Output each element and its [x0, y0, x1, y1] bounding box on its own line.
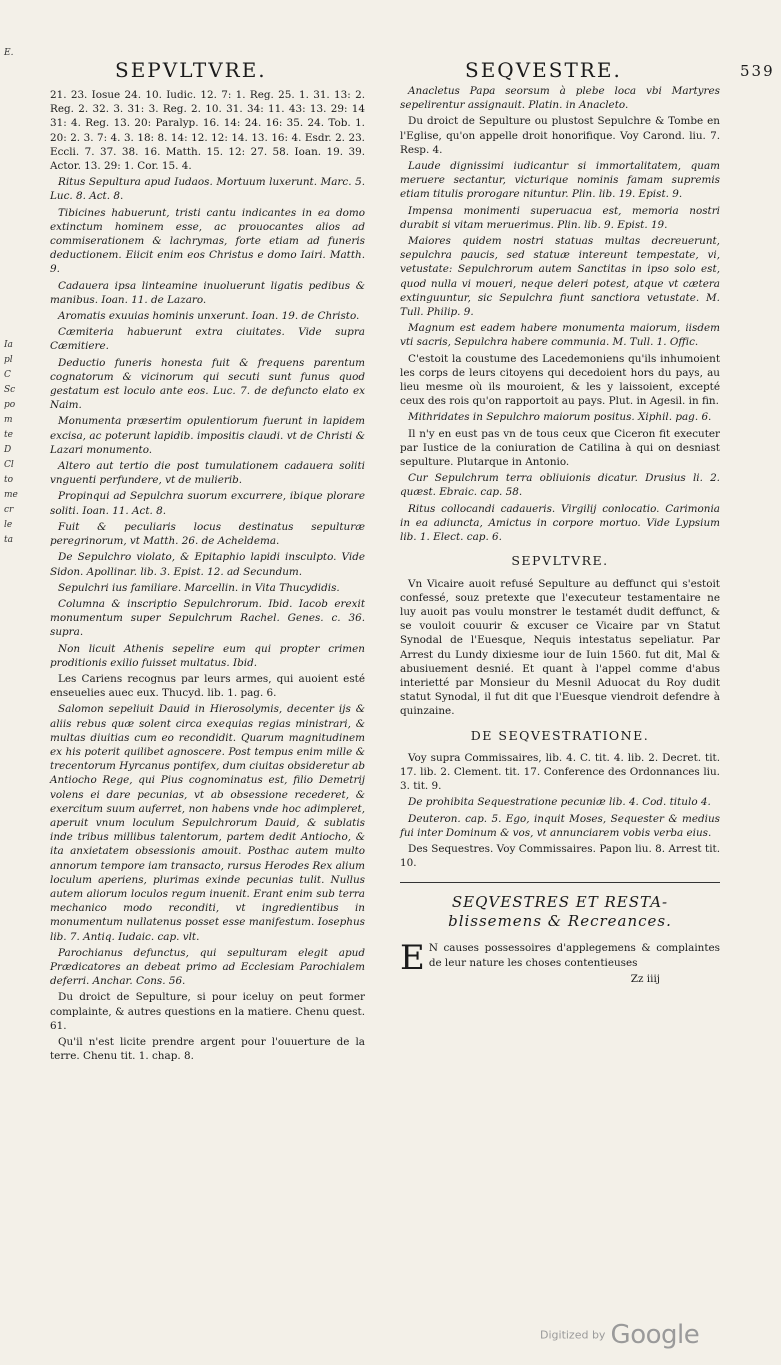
chapter-heading-line1: SEQVESTRES ET RESTA-	[451, 893, 669, 912]
margin-fragment: Cl	[4, 460, 14, 470]
paragraph-text: N causes possessoires d'applegemens & complaintes de leur nature les choses contentieuses	[428, 942, 720, 969]
paragraph: Fuit & peculiaris locus destinatus sepulturæ peregrinorum, vt Matth. 26. de Acheldema.	[50, 520, 365, 548]
paragraph: Salomon sepeliuit Dauid in Hierosolymis, decenter ijs & aliis rebus quæ solent circa exequias regias ministrari, & multas diuitias cum eo recondidit. Quarum magnitudinem ex his poterit quilibet agnoscere. Post tempus enim mille & trecentorum Hyrcanus pontifex, dum ciuitas obsideretur ab Antiocho Rege, qui Pius cognominatus est, filio Demetrij volens ei dare pecunias, vt ab obsessione recederet, & exercitum suum auferret, non habens vnde hoc adimpleret, aperuit vnum loculum Sepulchrorum Dauid, & sublatis inde tribus millibus talentorum, partem dedit Antiocho, & ita anxietatem obsessionis amouit. Posthac autem multo annorum tempore iam transacto, rursus Herodes Rex alium loculum aperiens, plurimas exinde pecunias tulit. Nullus autem aliorum loculos regum inuenit. Erant enim sub terra mechanico modo reconditi, vt ingredientibus in monumentum nullatenus posset esse manifestum. Iosephus lib. 7. Antiq. Iudaic. cap. vlt.	[50, 703, 365, 943]
watermark-prefix: Digitized by	[540, 1328, 606, 1342]
section-heading: DE SEQVESTRATIONE.	[470, 727, 650, 743]
paragraph: Tibicines habuerunt, tristi cantu indicantes in ea domo extinctum hominem esse, ac prouocantes alios ad commiserationem & lachrymas, forte etiam ad funeris deductionem. Eiicit enim eos Christus e domo Iairi. Matth. 9.	[50, 206, 365, 276]
margin-fragment: le	[4, 520, 13, 530]
margin-fragment: Sc	[4, 385, 16, 395]
paragraph: Mithridates in Sepulchro maiorum positus. Xiphil. pag. 6.	[408, 411, 712, 424]
paragraph: Parochianus defunctus, qui sepulturam elegit apud Prædicatores an debeat primo ad Ecclesiam Parochialem deferri. Anchar. Cons. 56.	[50, 946, 365, 988]
drop-cap: E	[400, 938, 425, 979]
paragraph: Deuteron. cap. 5. Ego, inquit Moses, Sequester & medius fui inter Dominum & vos, vt annunciarem vobis verba eius.	[400, 812, 720, 839]
paragraph: Altero aut tertio die post tumulationem cadauera soliti vnguenti perfundere, vt de mulierib.	[50, 460, 365, 487]
paragraph: De Sepulchro violato, & Epitaphio lapidi insculpto. Vide Sidon. Apollinar. lib. 3. Epist. 12. ad Secundum.	[50, 551, 365, 578]
margin-fragment: pl	[4, 355, 13, 365]
left-column	[50, 88, 365, 1065]
margin-fragment: cr	[4, 505, 14, 515]
margin-gutter	[0, 40, 40, 940]
margin-fragment: D	[4, 445, 12, 455]
paragraph: Du droict de Sepulture ou plustost Sepulchre & Tombe en l'Eglise, qu'on appelle droit honorifique. Voy Carond. liu. 7. Resp. 4.	[400, 115, 720, 156]
paragraph: Vn Vicaire auoit refusé Sepulture au deffunct qui s'estoit confessé, souz pretexte que l'executeur testamentaire ne luy auoit pas voulu monstrer le testamét dudit deffunct, & se vouloit couurir & excuser ce Vicaire par vn Statut Synodal de l'Euesque, Nequis intestatus sepeliatur. Par Arrest du Lundy dixiesme iour de Iuin 1560. fut dit, Mal & abusiuement desnié. Et quant à l'appel comme d'abus interietté par Monsieur du Mesnil Aduocat du Roy dudit statut Synodal, il fut dit que l'Euesque viendroit defendre à quinzaine.	[400, 577, 720, 718]
paragraph: Ritus collocandi cadaueris. Virgilij conlocatio. Carimonia in ea adiuncta, Amictus in corpore mortuo. Vide Lypsium lib. 1. Elect. cap. 6.	[400, 502, 720, 544]
paragraph: Impensa monimenti superuacua est, memoria nostri durabit si vitam meruerimus. Plin. lib. 9. Epist. 19.	[400, 204, 720, 231]
margin-fragment: E.	[4, 48, 14, 58]
margin-fragment: po	[4, 400, 16, 410]
paragraph: Il n'y en eust pas vn de tous ceux que Ciceron fit executer par Iustice de la coniuration de Catilina à qui on desniast sepulture. Plutarque in Antonio.	[400, 427, 720, 469]
google-watermark	[540, 1320, 699, 1350]
paragraph: Monumenta præsertim opulentiorum fuerunt in lapidem excisa, ac poterunt lapidib. impositis claudi. vt de Christi & Lazari monumento.	[50, 415, 365, 456]
paragraph: Anacletus Papa seorsum à plebe loca vbi Martyres sepelirentur assignauit. Platin. in Anacleto.	[400, 85, 720, 112]
paragraph: Les Cariens recognus par leurs armes, qui auoient esté enseuelies auec eux. Thucyd. lib. 1. pag. 6.	[50, 672, 365, 700]
paragraph: Cæmiteria habuerunt extra ciuitates. Vide supra Cæmitiere.	[50, 326, 365, 353]
paragraph: Voy supra Commissaires, lib. 4. C. tit. 4. lib. 2. Decret. tit. 17. lib. 2. Clement. tit. 17. Conference des Ordonnances liu. 3. tit. 9.	[400, 751, 720, 793]
paragraph: Non licuit Athenis sepelire eum qui propter crimen proditionis exilio fuisset multatus. Ibid.	[50, 642, 365, 669]
paragraph: Columna & inscriptio Sepulchrorum. Ibid. Iacob erexit monumentum super Sepulchrum Rachel. Genes. c. 36. supra.	[50, 597, 365, 639]
signature-mark: Zz iiij	[630, 972, 660, 985]
margin-fragment: m	[4, 415, 13, 425]
paragraph: Laude dignissimi iudicantur si immortalitatem, quam meruere sectantur, victurique nominis famam supremis etiam titulis prorogare nituntur. Plin. lib. 19. Epist. 9.	[400, 160, 720, 201]
paragraph: Du droict de Sepulture, si pour iceluy on peut former complainte, & autres questions en la matiere. Chenu quest. 61.	[50, 991, 365, 1032]
running-header-right: SEQVESTRE.	[465, 58, 622, 82]
paragraph: C'estoit la coustume des Lacedemoniens qu'ils inhumoient les corps de leurs citoyens qui decedoient hors du pays, au lieu mesme où ils mouroient, & les y laissoient, excepté ceux des rois qu'on rapportoit au pays. Plut. in Agesil. in fin.	[400, 352, 720, 408]
paragraph: Ritus Sepultura apud Iudaos. Mortuum luxerunt. Marc. 5. Luc. 8. Act. 8.	[50, 176, 365, 203]
paragraph: Qu'il n'est licite prendre argent pour l'ouuerture de la terre. Chenu tit. 1. chap. 8.	[50, 1036, 365, 1063]
margin-fragment: te	[4, 430, 13, 440]
paragraph: Maiores quidem nostri statuas multas decreuerunt, sepulchra paucis, sed statuæ intereunt tempestate, vi, vetustate: Sepulchrorum autem Sanctitas in ipso solo est, quod nulla vi moueri, neque deleri potest, atque vt cætera extinguuntur, sic Sepulchra fiunt sanctiora vetustate. M. Tull. Philip. 9.	[400, 235, 720, 319]
chapter-heading	[400, 893, 720, 931]
right-column	[400, 84, 720, 986]
running-header-left: SEPVLTVRE.	[115, 58, 267, 82]
google-logo: Google	[610, 1320, 700, 1350]
paragraph: Deductio funeris honesta fuit & frequens parentum cognatorum & vicinorum qui secuti sunt funus quod gestatum est loculo ante eos. Luc. 7. de defuncto elato ex Naim.	[50, 356, 365, 412]
paragraph: Propinqui ad Sepulchra suorum excurrere, ibique plorare soliti. Ioan. 11. Act. 8.	[50, 490, 365, 517]
margin-fragment: Ia	[4, 340, 13, 350]
paragraph: Des Sequestres. Voy Commissaires. Papon liu. 8. Arrest tit. 10.	[400, 842, 720, 870]
paragraph: Magnum est eadem habere monumenta maiorum, iisdem vti sacris, Sepulchra habere communia. M. Tull. 1. Offic.	[400, 322, 720, 349]
margin-fragment: to	[4, 475, 14, 485]
paragraph: Aromatis exuuias hominis unxerunt. Ioan. 19. de Christo.	[58, 310, 360, 323]
margin-fragment: C	[4, 370, 11, 380]
chapter-heading-line2: blissemens & Recreances.	[448, 912, 672, 931]
section-heading: SEPVLTVRE.	[511, 553, 609, 569]
page-number: 539	[740, 62, 775, 80]
paragraph: Cur Sepulchrum terra obliuionis dicatur. Drusius li. 2. quæst. Ebraic. cap. 58.	[400, 472, 720, 499]
margin-fragment: ta	[4, 535, 13, 545]
section-divider	[400, 882, 720, 883]
paragraph: De prohibita Sequestratione pecuniæ lib. 4. Cod. titulo 4.	[408, 796, 711, 809]
paragraph: Sepulchri ius familiare. Marcellin. in Vita Thucydidis.	[58, 581, 340, 594]
paragraph: 21. 23. Iosue 24. 10. Iudic. 12. 7: 1. Reg. 25. 1. 31. 13: 2. Reg. 2. 32. 3. 31: 3. Reg. 2. 10. 31. 34: 11. 43: 13. 29: 14 31: 4. Reg. 13. 20: Paralyp. 16. 14: 24. 16: 35. 24. Tob. 1. 20: 2. 3. 7: 4. 3. 18: 8. 14: 12. 12: 14. 13. 16: 4. Esdr. 2. 23. Eccli. 7. 37. 38. 16. Matth. 15. 12: 27. 58. Ioan. 19. 39. Actor. 13. 29: 1. Cor. 15. 4.	[50, 89, 365, 173]
margin-fragment: me	[4, 490, 18, 500]
paragraph: Cadauera ipsa linteamine inuoluerunt ligatis pedibus & manibus. Ioan. 11. de Lazaro.	[50, 279, 365, 306]
